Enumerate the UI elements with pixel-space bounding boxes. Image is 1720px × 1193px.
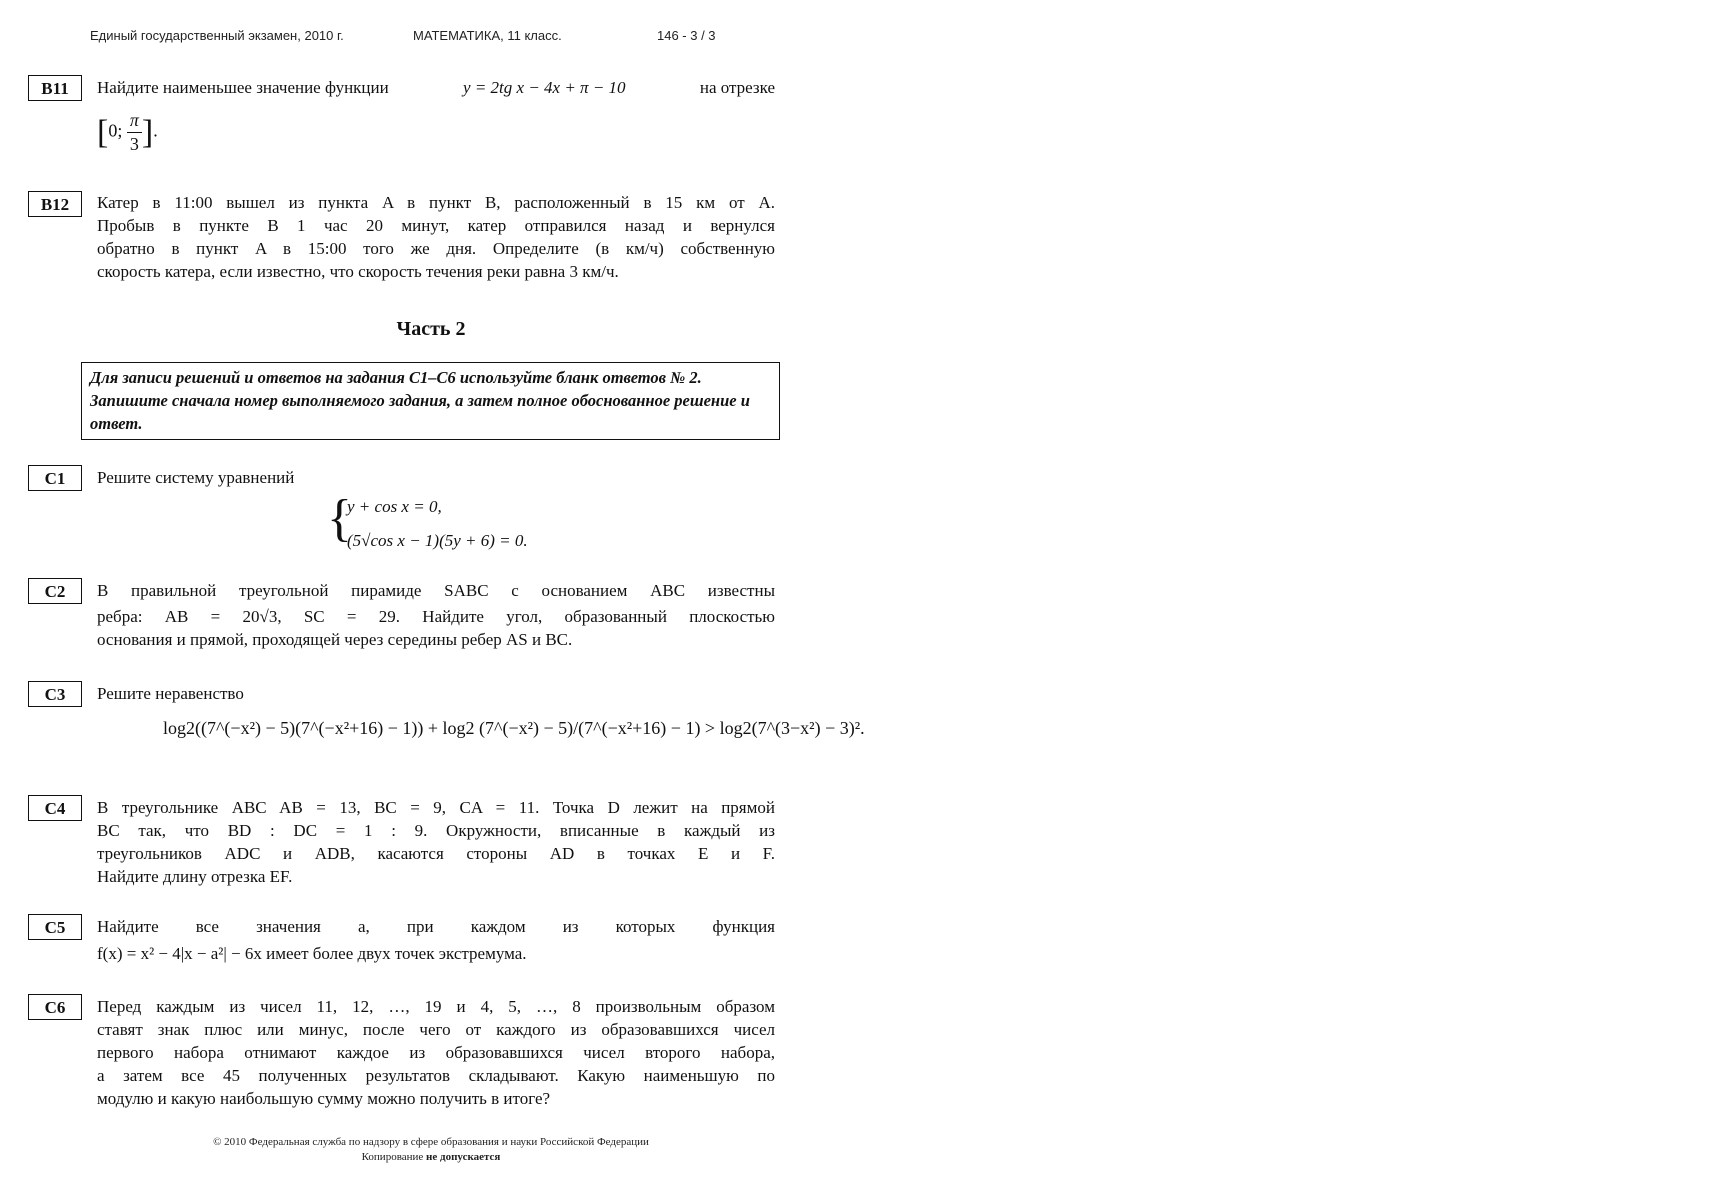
task-c1-text: Решите систему уравнений xyxy=(97,468,295,487)
task-label-b11: B11 xyxy=(28,75,82,101)
task-c3-text: Решите неравенство xyxy=(97,684,244,703)
c3-inequality: log2((7^(−x²) − 5)(7^(−x²+16) − 1)) + log2 (7^(−x²) − 5)/(7^(−x²+16) − 1) > log2(7^(3−x²) − 3)². xyxy=(163,718,865,738)
task-label-c5: C5 xyxy=(28,914,82,940)
task-c6-text: Перед каждым из чисел 11, 12, …, 19 и 4, 5, …, 8 произвольным образом ставят знак плюс или минус, после чего от каждого из образовавшихся чисел первого набора отнимают каждое из образовавшихся чисел второго набора, а затем все 45 полученных результатов складывают. Какую наименьшую по модулю и какую наибольшую сумму можно получить в итоге? xyxy=(97,997,775,1108)
header-subject: МАТЕМАТИКА, 11 класс. xyxy=(413,28,562,43)
c1-system: { y + cos x = 0, (5√cos x − 1)(5y + 6) = 0. xyxy=(333,490,528,558)
b11-text-end: на отрезке xyxy=(699,78,775,97)
footer-copyright: © 2010 Федеральная служба по надзору в сфере образования и науки Российской Федерации xyxy=(213,1136,649,1148)
task-label-c6: C6 xyxy=(28,994,82,1020)
part2-title: Часть 2 xyxy=(396,318,466,340)
b11-text-start: Найдите наименьшее значение функции xyxy=(97,78,389,97)
c1-equation-1: y + cos x = 0, xyxy=(347,497,442,516)
header-page-number: 146 - 3 / 3 xyxy=(657,28,716,43)
footer-copy-notice: Копирование не допускается xyxy=(361,1151,501,1163)
b11-interval: [0; $\frac{\pi}{3}$ ]. xyxy=(97,110,158,154)
task-c5-text: Найдите все значения a, при каждом из которых функция f(x) = x² − 4|x − a²| − 6x имеет более двух точек экстремума. xyxy=(97,917,775,963)
task-b12-text: Катер в 11:00 вышел из пункта A в пункт B, расположенный в 15 км от A. Пробыв в пункте B 1 час 20 минут, катер отправился назад и вернулся обратно в пункт A в 15:00 того же дня. Определите (в км/ч) собственную скорость катера, если известно, что скорость течения реки равна 3 км/ч. xyxy=(97,193,775,281)
task-b11-text xyxy=(97,76,775,156)
c1-equation-2: (5√cos x − 1)(5y + 6) = 0. xyxy=(347,531,528,550)
task-c2-text: В правильной треугольной пирамиде SABC с основанием ABC известны ребра: AB = 20√3, SC = 29. Найдите угол, образованный плоскостью основания и прямой, проходящей через середины ребер AS и BC. xyxy=(97,581,775,649)
b11-function-formula: y = 2tg x − 4x + π − 10 xyxy=(463,78,626,97)
task-label-c4: C4 xyxy=(28,795,82,821)
task-label-c1: C1 xyxy=(28,465,82,491)
task-label-b12: B12 xyxy=(28,191,82,217)
task-c4-text: В треугольнике ABC AB = 13, BC = 9, CA = 11. Точка D лежит на прямой BC так, что BD : DC = 1 : 9. Окружности, вписанные в каждый из треугольников ADC и ADB, касаются стороны AD в точках E и F. Найдите длину отрезка EF. xyxy=(97,798,775,886)
footer-not-allowed: не допускается xyxy=(426,1151,501,1163)
header-exam: Единый государственный экзамен, 2010 г. xyxy=(90,28,344,43)
part2-instruction-box: Для записи решений и ответов на задания С1–С6 используйте бланк ответов № 2. Запишите сначала номер выполняемого задания, а затем полное обоснованное решение и ответ. xyxy=(81,362,780,440)
task-label-c3: C3 xyxy=(28,681,82,707)
task-label-c2: C2 xyxy=(28,578,82,604)
